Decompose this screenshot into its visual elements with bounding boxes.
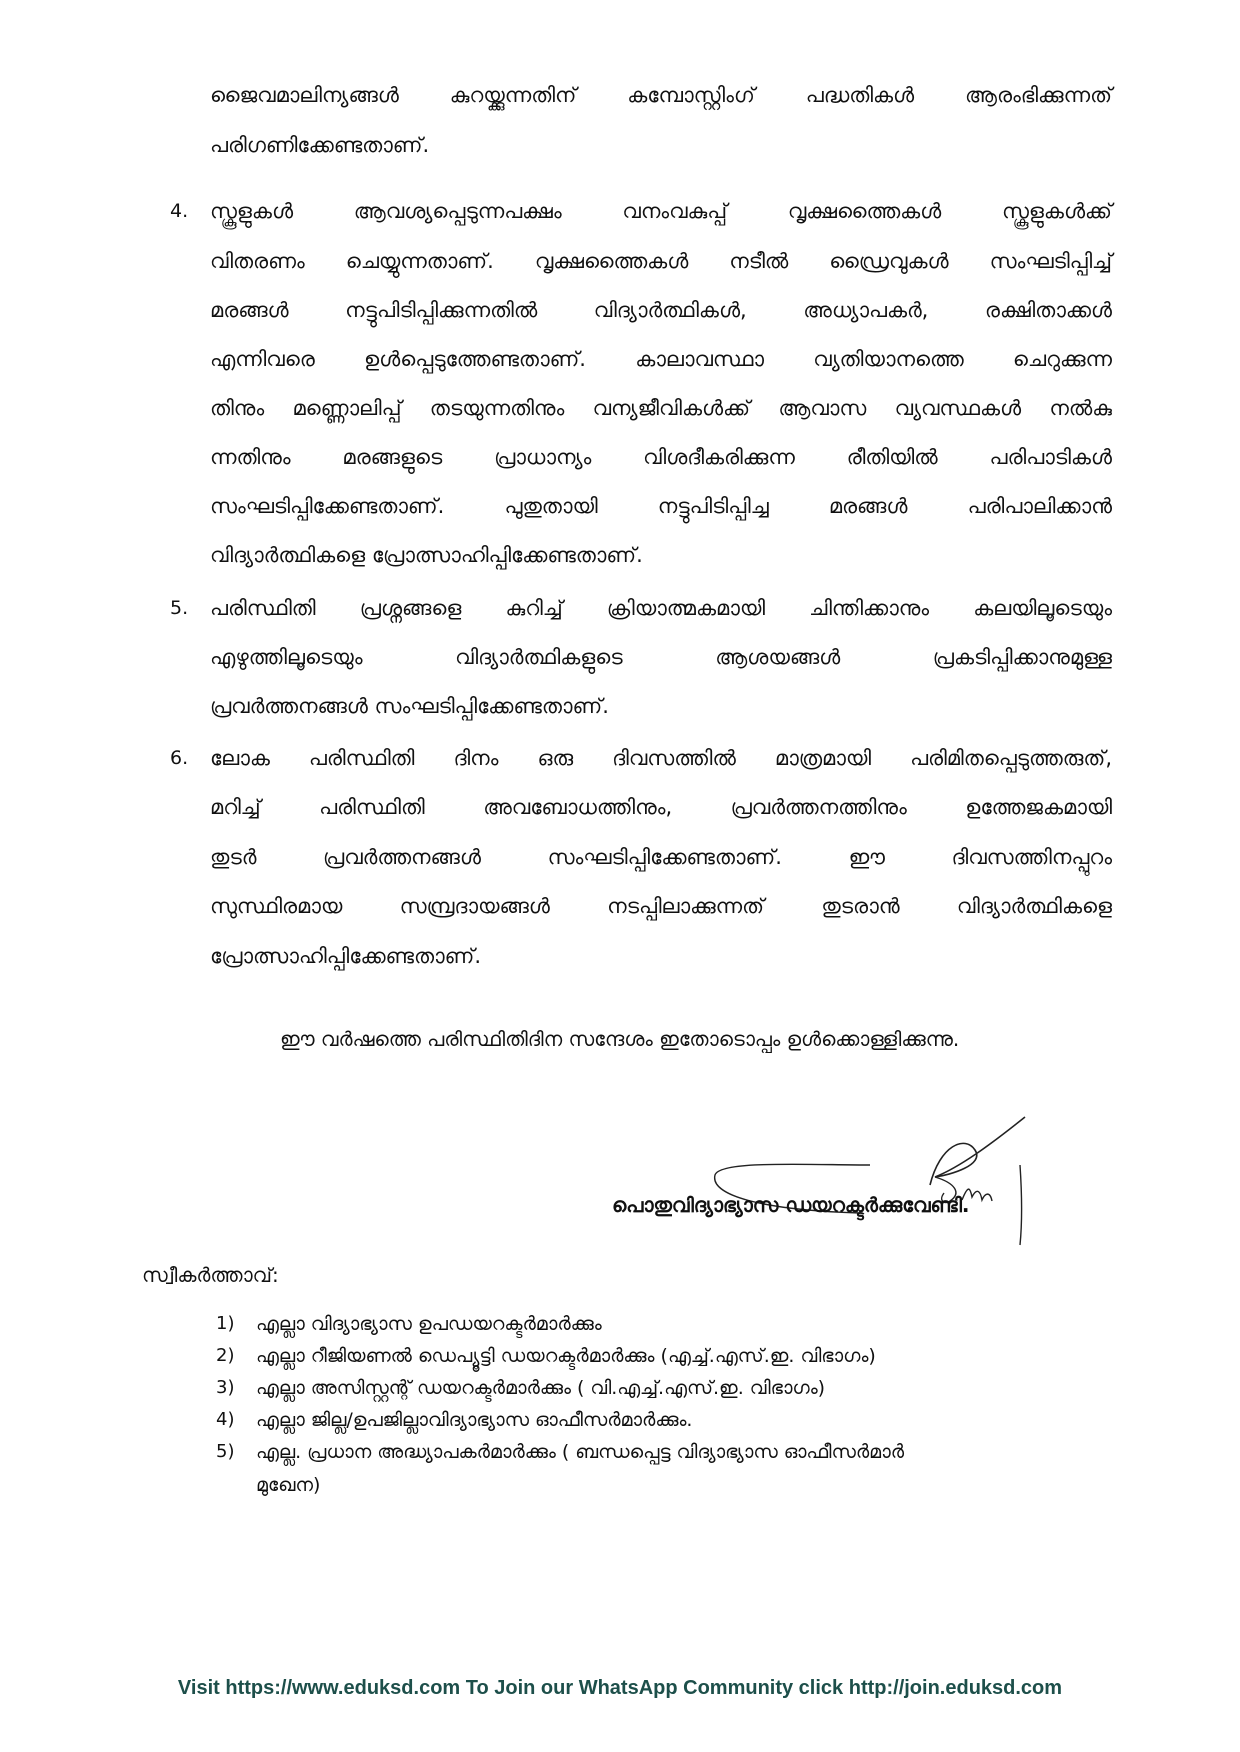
- recipient-number: 3): [216, 1377, 235, 1398]
- point-line: സുസ്ഥിരമായ സമ്പ്രദായങ്ങൾ നടപ്പിലാക്കുന്നത് തുടരാൻ വിദ്യാർത്ഥികളെ: [210, 894, 1112, 918]
- point-line: മരങ്ങൾ നട്ടുപിടിപ്പിക്കുന്നതിൽ വിദ്യാർത്ഥികൾ, അധ്യാപകർ, രക്ഷിതാക്കൾ: [210, 298, 1112, 322]
- recipients-title: സ്വീകർത്താവ്:: [142, 1263, 279, 1287]
- point-number: 6.: [170, 747, 189, 769]
- point-line: തിനും മണ്ണൊലിപ്പ് തടയുന്നതിനും വന്യജീവികൾക്ക് ആവാസ വ്യവസ്ഥകൾ നൽകു: [210, 396, 1112, 420]
- point-line: മറിച്ച് പരിസ്ഥിതി അവബോധത്തിനും, പ്രവർത്തനത്തിനും ഉത്തേജകമായി: [210, 795, 1112, 819]
- closing-statement: ഈ വർഷത്തെ പരിസ്ഥിതിദിന സന്ദേശം ഇതോടൊപ്പം ഉൾക്കൊള്ളിക്കുന്നു.: [280, 1027, 960, 1051]
- point-line: എഴുത്തിലൂടെയും വിദ്യാർത്ഥികളുടെ ആശയങ്ങൾ പ്രകടിപ്പിക്കാനുമുള്ള: [210, 645, 1112, 669]
- continuation-line-1: ജൈവമാലിന്യങ്ങൾ കുറയ്ക്കുന്നതിന് കമ്പോസ്റ്റിംഗ് പദ്ധതികൾ ആരംഭിക്കുന്നത്: [210, 83, 1112, 107]
- point-line: ലോക പരിസ്ഥിതി ദിനം ഒരു ദിവസത്തിൽ മാത്രമായി പരിമിതപ്പെടുത്തരുത്,: [210, 746, 1112, 770]
- continuation-line-2: പരിഗണിക്കേണ്ടതാണ്.: [210, 133, 430, 157]
- point-line: വിതരണം ചെയ്യുന്നതാണ്. വൃക്ഷത്തൈകൾ നടീൽ ഡ്രൈവുകൾ സംഘടിപ്പിച്ച്: [210, 249, 1112, 273]
- recipient-item: എല്ല. പ്രധാന അദ്ധ്യാപകർമാർക്കും ( ബന്ധപ്പെട്ട വിദ്യാഭ്യാസ ഓഫീസർമാർ: [256, 1441, 905, 1463]
- recipient-item: എല്ലാ ജില്ല/ഉപജില്ലാവിദ്യാഭ്യാസ ഓഫീസർമാർക്കും.: [256, 1409, 693, 1431]
- footer-link-text[interactable]: Visit https://www.eduksd.com To Join our WhatsApp Community click http://join.eduksd.com: [177, 1677, 1063, 1699]
- recipient-item: എല്ലാ വിദ്യാഭ്യാസ ഉപഡയറക്ടർമാർക്കും: [256, 1313, 602, 1335]
- point-line: പ്രവർത്തനങ്ങൾ സംഘടിപ്പിക്കേണ്ടതാണ്.: [210, 694, 609, 718]
- recipient-item: എല്ലാ റീജിയണൽ ഡെപ്യൂട്ടി ഡയറക്ടർമാർക്കും (എച്ച്.എസ്.ഇ. വിഭാഗം): [256, 1345, 876, 1367]
- point-number: 4.: [170, 200, 189, 222]
- point-line: തുടർ പ്രവർത്തനങ്ങൾ സംഘടിപ്പിക്കേണ്ടതാണ്. ഈ ദിവസത്തിനപ്പുറം: [210, 845, 1112, 869]
- point-line: വിദ്യാർത്ഥികളെ പ്രോത്സാഹിപ്പിക്കേണ്ടതാണ്.: [210, 543, 643, 567]
- recipient-item: എല്ലാ അസിസ്റ്റന്റ് ഡയറക്ടർമാർക്കും ( വി.എച്ച്.എസ്.ഇ. വിഭാഗം): [256, 1377, 826, 1399]
- point-line: സ്കൂളുകൾ ആവശ്യപ്പെടുന്നപക്ഷം വനംവകുപ്പ് വൃക്ഷത്തൈകൾ സ്കൂളുകൾക്ക്: [210, 199, 1112, 223]
- point-line: സംഘടിപ്പിക്കേണ്ടതാണ്. പുതുതായി നട്ടുപിടിപ്പിച്ച മരങ്ങൾ പരിപാലിക്കാൻ: [210, 494, 1112, 518]
- recipient-number: 1): [216, 1313, 235, 1334]
- point-line: എന്നിവരെ ഉൾപ്പെടുത്തേണ്ടതാണ്. കാലാവസ്ഥാ വ്യതിയാനത്തെ ചെറുക്കുന്ന: [210, 347, 1112, 371]
- recipient-number: 2): [216, 1345, 235, 1366]
- point-line: പരിസ്ഥിതി പ്രശ്നങ്ങളെ കുറിച്ച് ക്രിയാത്മകമായി ചിന്തിക്കാനും കലയിലൂടെയും: [210, 596, 1112, 620]
- recipient-number: 5): [216, 1441, 235, 1462]
- recipient-item-continued: മുഖേന): [256, 1474, 321, 1496]
- point-number: 5.: [170, 597, 189, 619]
- point-line: പ്രോത്സാഹിപ്പിക്കേണ്ടതാണ്.: [210, 944, 482, 968]
- recipient-number: 4): [216, 1409, 235, 1430]
- point-line: ന്നതിനും മരങ്ങളുടെ പ്രാധാന്യം വിശദീകരിക്കുന്ന രീതിയിൽ പരിപാടികൾ: [210, 445, 1112, 469]
- signatory-label: പൊതുവിദ്യാഭ്യാസ ഡയറക്ടർക്കുവേണ്ടി.: [612, 1193, 970, 1217]
